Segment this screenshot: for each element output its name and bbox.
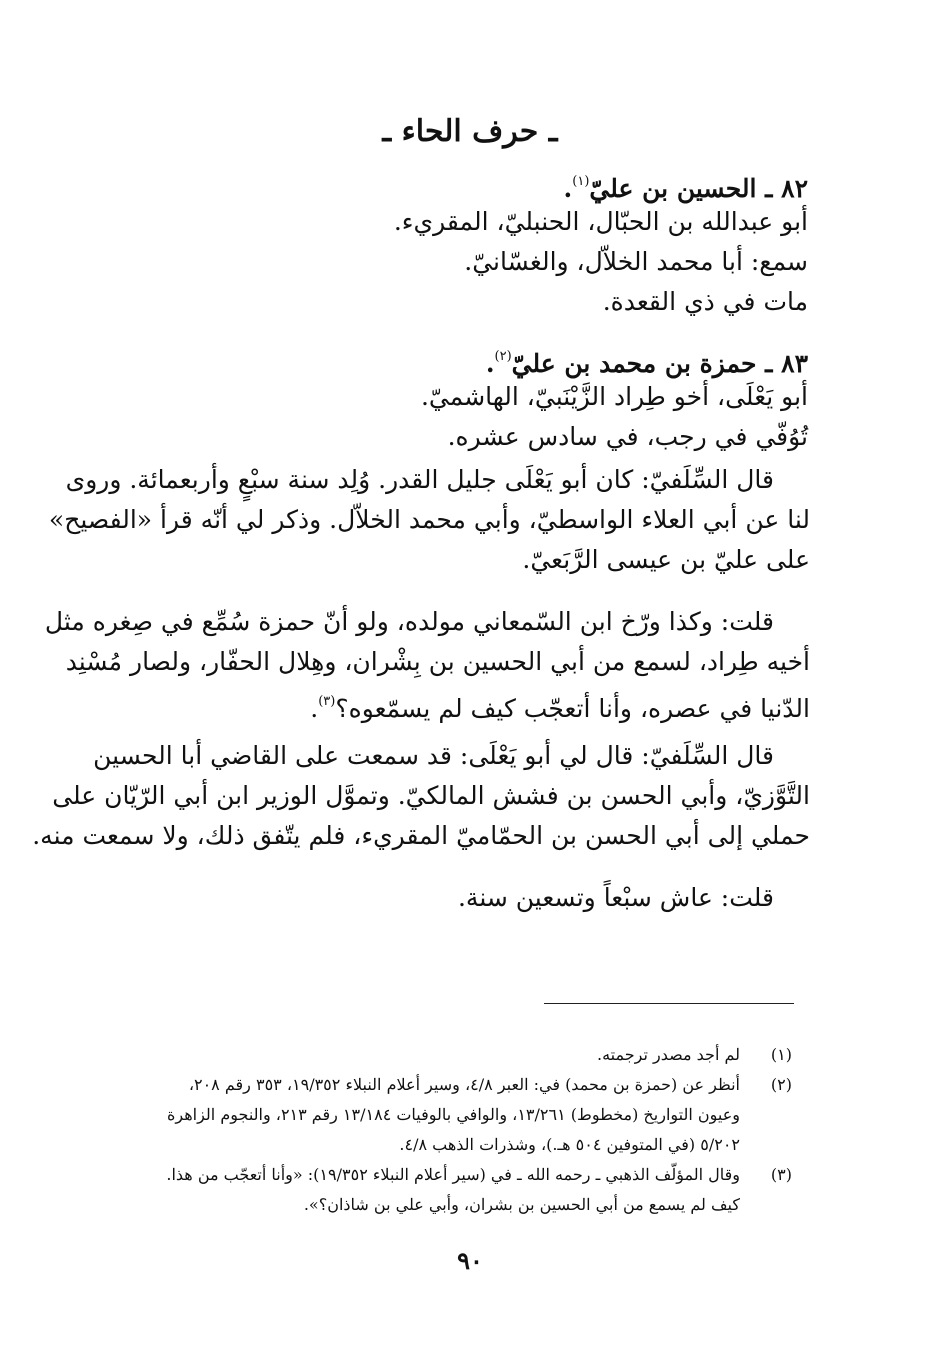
entry-82-title: ٨٢ ـ الحسين بن عليّ: [589, 174, 808, 203]
paragraph-line: التَّوَّزيّ، وأبي الحسن بن فشش المالكيّ. وتموَّل الوزير ابن أبي الرّيّان على: [52, 781, 810, 810]
entry-83-line: تُوُفّي في رجب، في سادس عشره.: [447, 422, 808, 451]
footnote-number: (٢): [770, 1075, 792, 1094]
paragraph-line: الدّنيا في عصره، وأنا أتعجّب كيف لم يسمّعوه؟$^{(٣)}$.: [310, 694, 810, 723]
paragraph-line: قلت: وكذا ورّخ ابن السّمعاني مولده، ولو أنّ حمزة سُمِّع في صِغره مثل: [44, 607, 774, 636]
paragraph-line: حملي إلى أبي الحسن بن الحمّاميّ المقريء، فلم يتّفق ذلك، ولا سمعت منه.: [32, 821, 810, 850]
entry-83-line: أبو يَعْلَى، أخو طِراد الزَّيْنَبيّ، الهاشميّ.: [420, 382, 808, 411]
page-number: ٩٠: [457, 1246, 483, 1275]
entry-82: [128, 162, 808, 322]
paragraph-qult-1: [44, 602, 810, 723]
entry-82-line: أبو عبدالله بن الحبّال، الحنبليّ، المقريء.: [393, 207, 808, 236]
footnote-divider: [544, 1003, 794, 1004]
footnote-number: (١): [770, 1045, 792, 1064]
entry-83-heading: ٨٣ ـ حمزة بن محمد بن عليّ$^{(٢)}$.: [485, 349, 808, 378]
entry-82-line: سمع: أبا محمد الخلاّل، والغسّانيّ.: [464, 247, 808, 276]
footnote-line: وعيون التواريخ (مخطوط) ١٣/٢٦١، والوافي بالوفيات ١٣/١٨٤ رقم ٢١٣، والنجوم الزاهرة: [166, 1105, 740, 1124]
footnote-3: [120, 1160, 792, 1220]
footnote-line: أنظر عن (حمزة بن محمد) في: العبر ٤/٨، وسير أعلام النبلاء ١٩/٣٥٢، ٣٥٣ رقم ٢٠٨،: [188, 1075, 740, 1094]
footnote-number: (٣): [770, 1165, 792, 1184]
footnotes: [120, 1040, 792, 1220]
paragraph-silafi-2: [32, 736, 810, 856]
footnote-ref-3[interactable]: (٣): [318, 694, 336, 709]
paragraph-line: على عليّ بن عيسى الرَّبَعيّ.: [522, 545, 810, 574]
footnote-2: [120, 1070, 792, 1160]
paragraph-line: أخيه طِراد، لسمع من أبي الحسين بن بِشْران، وهِلال الحفّار، ولصار مُسْنِد: [65, 647, 810, 676]
entry-82-line: مات في ذي القعدة.: [602, 287, 808, 316]
footnote-ref-2[interactable]: (٢): [494, 349, 512, 364]
footnote-line: لم أجد مصدر ترجمته.: [597, 1045, 740, 1064]
footnote-line: كيف لم يسمع من أبي الحسين بن بشران، وأبي علي بن شاذان؟».: [303, 1195, 740, 1214]
entry-82-heading: ٨٢ ـ الحسين بن عليّ$^{(١)}$.: [563, 174, 808, 203]
entry-83-title: ٨٣ ـ حمزة بن محمد بن عليّ: [511, 349, 808, 378]
paragraph-line: قلت: عاش سبْعاً وتسعين سنة.: [457, 883, 774, 912]
paragraph-line: لنا عن أبي العلاء الواسطيّ، وأبي محمد الخلاّل. وذكر لي أنّه قرأ «الفصيح»: [48, 505, 810, 534]
paragraph-line: قال السِّلَفيّ: قال لي أبو يَعْلَى: قد سمعت على القاضي أبا الحسين: [93, 741, 774, 770]
paragraph-silafi-1: [48, 460, 810, 580]
footnote-line: وقال المؤلّف الذهبي ـ رحمه الله ـ في (سير أعلام النبلاء ١٩/٣٥٢): «وأنا أتعجّب من هذا.: [166, 1165, 740, 1184]
footnote-ref-1[interactable]: (١): [572, 174, 590, 189]
footnote-1: [120, 1040, 792, 1070]
paragraph-line: قال السِّلَفيّ: كان أبو يَعْلَى جليل القدر. وُلِد سنة سبْعٍ وأربعمائة. وروى: [65, 465, 774, 494]
footnote-line: ٥/٢٠٢ (في المتوفين ٥٠٤ هـ.)، وشذرات الذهب ٤/٨.: [399, 1135, 740, 1154]
paragraph-qult-2: [120, 878, 810, 918]
entry-83: [128, 337, 808, 457]
chapter-title: ـ حرف الحاء ـ: [382, 114, 558, 149]
